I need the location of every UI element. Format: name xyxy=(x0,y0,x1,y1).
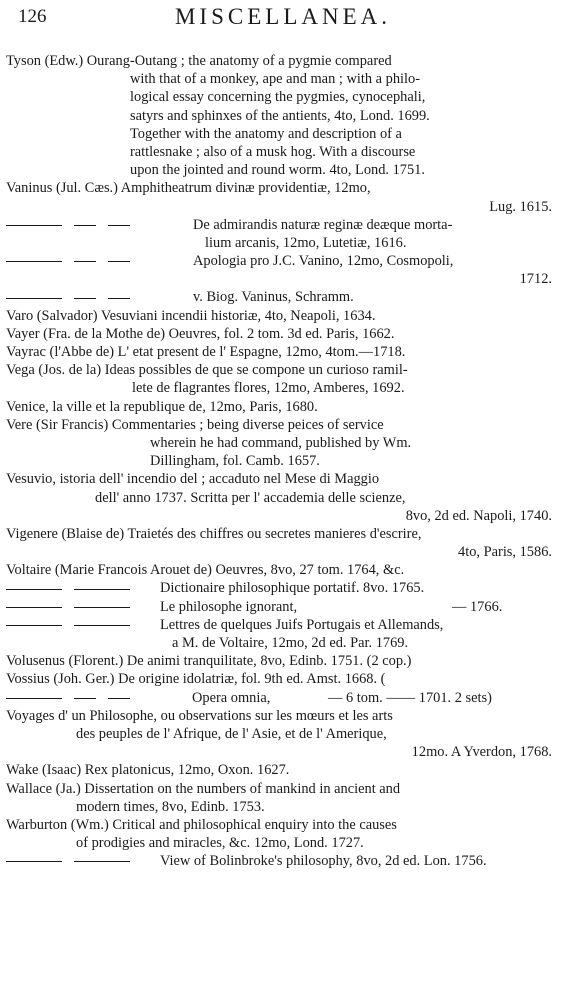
entry-line: Dillingham, fol. Camb. 1657. xyxy=(150,453,320,470)
page-number: 126 xyxy=(18,6,47,27)
entry-line: a M. de Voltaire, 12mo, 2d ed. Par. 1769. xyxy=(172,635,409,651)
entry-line: Venice, la ville et la republique de, 12mo, Paris, 1680. xyxy=(6,398,318,415)
entry-line: Tyson (Edw.) Ourang-Outang ; the anatomy of a pygmie compared xyxy=(6,53,392,69)
catalogue-entry xyxy=(0,670,566,688)
entry-line: Vossius (Joh. Ger.) De origine idolatriæ, fol. 9th ed. Amst. 1668. ( xyxy=(6,671,386,688)
catalogue-entry xyxy=(0,761,566,779)
entry-line: with that of a monkey, ape and man ; with a philo- xyxy=(130,71,421,88)
entry-line: modern times, 8vo, Edinb. 1753. xyxy=(76,798,265,815)
ditto-dash xyxy=(6,616,142,634)
entry-line: Wake (Isaac) Rex platonicus, 12mo, Oxon. 1627. xyxy=(6,762,290,779)
ditto-dash xyxy=(6,579,142,597)
catalogue-entry xyxy=(0,652,566,670)
catalogue-entry xyxy=(0,307,566,325)
catalogue-entry xyxy=(0,343,566,361)
entry-line: 8vo, 2d ed. Napoli, 1740. xyxy=(405,507,552,524)
entry-line: Vayrac (l'Abbe de) L' etat present de l' Espagne, 12mo, 4tom.—1718. xyxy=(6,344,406,360)
catalogue-entry xyxy=(0,325,566,343)
catalogue-entry xyxy=(0,707,566,762)
catalogue-entry xyxy=(0,416,566,471)
entry-line: 4to, Paris, 1586. xyxy=(458,544,552,561)
catalogue-entries xyxy=(0,52,566,870)
catalogue-entry xyxy=(0,52,566,179)
catalogue-entry xyxy=(0,216,566,252)
entry-line: 1712. xyxy=(519,271,552,288)
entry-line: Vesuvio, istoria dell' incendio del ; accaduto nel Mese di Maggio xyxy=(6,471,380,488)
ditto-dash xyxy=(6,216,142,234)
entry-line: Vaninus (Jul. Cæs.) Amphitheatrum divinæ providentiæ, 12mo, xyxy=(6,180,371,197)
entry-line: — 6 tom. —— 1701. 2 sets) xyxy=(328,689,492,706)
entry-line: Opera omnia, xyxy=(192,689,271,706)
catalogue-entry xyxy=(0,398,566,416)
page-header xyxy=(0,2,566,38)
entry-line: Voyages d' un Philosophe, ou observations sur les mœurs et les arts xyxy=(6,707,393,724)
entry-line: View of Bolinbroke's philosophy, 8vo, 2d ed. Lon. 1756. xyxy=(160,853,487,870)
running-title: MISCELLANEA. xyxy=(174,4,392,29)
entry-line: dell' anno 1737. Scritta per l' accademia delle scienze, xyxy=(95,489,406,506)
entry-line: Vega (Jos. de la) Ideas possibles de que se compone un curioso ramil- xyxy=(6,362,408,379)
catalogue-entry xyxy=(0,470,566,525)
catalogue-entry xyxy=(0,561,566,579)
catalogue-entry xyxy=(0,816,566,852)
entry-line: Le philosophe ignorant, xyxy=(160,598,298,615)
ditto-dash xyxy=(6,252,142,270)
ditto-dash xyxy=(6,598,142,616)
entry-line: satyrs and sphinxes of the antients, 4to, Lond. 1699. xyxy=(130,107,430,124)
catalogue-entry xyxy=(0,525,566,561)
entry-line: Warburton (Wm.) Critical and philosophical enquiry into the causes xyxy=(6,816,397,833)
entry-line: lium arcanis, 12mo, Lutetiæ, 1616. xyxy=(205,234,407,251)
entry-line: upon the jointed and round worm. 4to, Lond. 1751. xyxy=(130,162,425,179)
catalogue-entry xyxy=(0,616,566,652)
catalogue-entry xyxy=(0,579,566,597)
entry-line: wherein he had command, published by Wm. xyxy=(150,434,412,451)
entry-line: logical essay concerning the pygmies, cynocephali, xyxy=(130,89,426,106)
entry-line: Volusenus (Florent.) De animi tranquilitate, 8vo, Edinb. 1751. (2 cop.) xyxy=(6,653,412,670)
entry-line: Wallace (Ja.) Dissertation on the numbers of mankind in ancient and xyxy=(6,780,401,797)
entry-line: of prodigies and miracles, &c. 12mo, Lond. 1727. xyxy=(76,835,364,852)
entry-line: 12mo. A Yverdon, 1768. xyxy=(411,744,552,761)
entry-line: Apologia pro J.C. Vanino, 12mo, Cosmopoli, xyxy=(193,253,454,270)
catalogue-entry xyxy=(0,598,566,616)
ditto-dash xyxy=(6,288,142,306)
catalogue-entry xyxy=(0,780,566,816)
entry-line: Varo (Salvador) Vesuviani incendii historiæ, 4to, Neapoli, 1634. xyxy=(6,307,376,324)
catalogue-entry xyxy=(0,288,566,306)
entry-line: Lettres de quelques Juifs Portugais et Allemands, xyxy=(160,616,444,633)
entry-line: Together with the anatomy and description of a xyxy=(130,125,402,142)
entry-line: Vayer (Fra. de la Mothe de) Oeuvres, fol. 2 tom. 3d ed. Paris, 1662. xyxy=(6,325,395,342)
catalogue-entry xyxy=(0,689,566,707)
entry-line: De admirandis naturæ reginæ deæque morta- xyxy=(193,216,453,233)
entry-line: Vere (Sir Francis) Commentaries ; being diverse peices of service xyxy=(6,416,384,433)
ditto-dash xyxy=(6,689,142,707)
entry-line: Vigenere (Blaise de) Traietés des chiffres ou secretes manieres d'escrire, xyxy=(6,525,422,542)
entry-line: — 1766. xyxy=(452,598,503,615)
catalogue-entry xyxy=(0,361,566,397)
entry-line: Lug. 1615. xyxy=(489,198,552,215)
ditto-dash xyxy=(6,852,142,870)
entry-line: des peuples de l' Afrique, de l' Asie, et de l' Amerique, xyxy=(76,725,387,742)
entry-line: Voltaire (Marie Francois Arouet de) Oeuvres, 8vo, 27 tom. 1764, &c. xyxy=(6,562,405,579)
catalogue-entry xyxy=(0,252,566,288)
entry-line: lete de flagrantes flores, 12mo, Amberes, 1692. xyxy=(132,380,405,397)
entry-line: Dictionaire philosophique portatif. 8vo. 1765. xyxy=(160,580,425,597)
catalogue-entry xyxy=(0,852,566,870)
catalogue-entry xyxy=(0,179,566,215)
entry-line: rattlesnake ; also of a musk hog. With a discourse xyxy=(130,143,416,160)
entry-line: v. Biog. Vaninus, Schramm. xyxy=(193,289,354,306)
